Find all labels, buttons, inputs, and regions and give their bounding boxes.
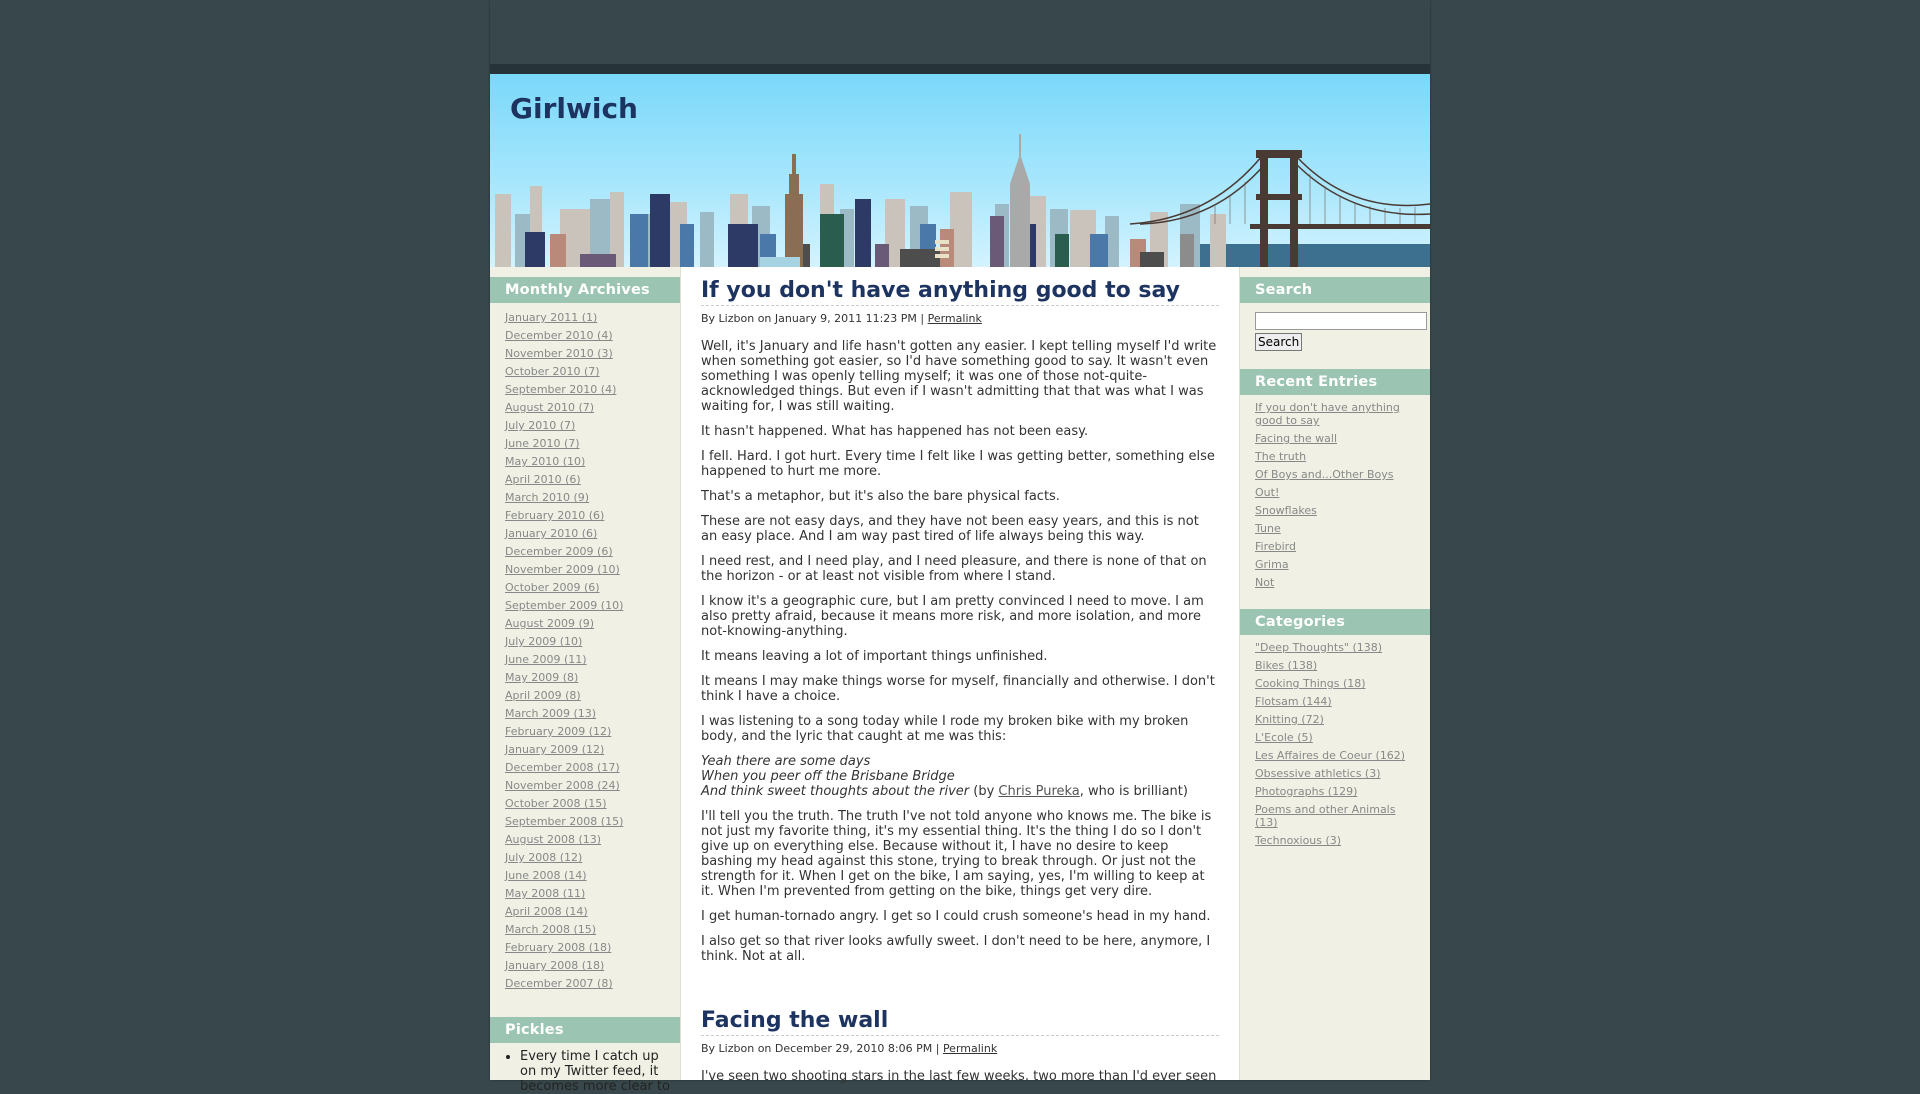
archives-list bbox=[490, 309, 680, 993]
archive-item-link[interactable]: June 2009 (11) bbox=[505, 653, 587, 666]
byline-text: By Lizbon on December 29, 2010 8:06 PM | bbox=[701, 1042, 940, 1055]
permalink-link[interactable]: Permalink bbox=[942, 1042, 998, 1055]
archive-item-link[interactable]: March 2008 (15) bbox=[505, 923, 597, 936]
category-item-link[interactable]: Photographs (129) bbox=[1255, 785, 1358, 798]
category-item-link[interactable]: Technoxious (3) bbox=[1255, 834, 1342, 847]
archive-item-link[interactable]: July 2009 (10) bbox=[505, 635, 583, 648]
post-paragraph: Well, it's January and life hasn't gotten any easier. I kept telling myself I'd write when something got easier, so I'd have something good to say. It wasn't even something I was openly telling myself; it was one of those not-quite-acknowledged things. But even if I wasn't admitting that that was what I was waiting for, I was still waiting. bbox=[701, 339, 1217, 414]
post-paragraph: That's a metaphor, but it's also the bare physical facts. bbox=[701, 489, 1060, 504]
post-body bbox=[701, 339, 1219, 744]
archive-item-link[interactable]: February 2008 (18) bbox=[505, 941, 612, 954]
category-item bbox=[1255, 695, 1415, 708]
archives-heading: Monthly Archives bbox=[490, 277, 680, 303]
archive-item-link[interactable]: April 2009 (8) bbox=[505, 689, 581, 702]
recent-entry bbox=[1255, 401, 1415, 427]
archive-item-link[interactable]: April 2010 (6) bbox=[505, 473, 581, 486]
right-sidebar bbox=[1240, 267, 1430, 1080]
lyric-block bbox=[701, 754, 1219, 799]
lyric-line: Yeah there are some days bbox=[701, 754, 871, 769]
archive-item-link[interactable]: September 2008 (15) bbox=[505, 815, 624, 828]
recent-entry bbox=[1255, 540, 1415, 553]
archive-item-link[interactable]: November 2008 (24) bbox=[505, 779, 620, 792]
archive-item bbox=[505, 849, 665, 867]
recent-entry-link[interactable]: Tune bbox=[1255, 522, 1281, 535]
archive-item bbox=[505, 795, 665, 813]
archive-item bbox=[505, 669, 665, 687]
archive-item bbox=[505, 363, 665, 381]
top-bar bbox=[490, 0, 1430, 74]
category-item-link[interactable]: Knitting (72) bbox=[1255, 713, 1324, 726]
category-item bbox=[1255, 749, 1415, 762]
search-box bbox=[1240, 309, 1430, 351]
archive-item bbox=[505, 345, 665, 363]
post-paragraph: I was listening to a song today while I rode my broken bike with my broken body, and the lyric that caught at me was this: bbox=[701, 714, 1189, 744]
permalink-link[interactable]: Permalink bbox=[927, 312, 982, 325]
archive-item-link[interactable]: July 2010 (7) bbox=[505, 419, 576, 432]
category-item bbox=[1255, 659, 1415, 672]
archive-item bbox=[505, 903, 665, 921]
category-item bbox=[1255, 803, 1415, 829]
post-byline bbox=[701, 1042, 1219, 1055]
archive-item bbox=[505, 561, 665, 579]
archive-item-link[interactable]: June 2010 (7) bbox=[505, 437, 580, 450]
site-title[interactable]: Girlwich bbox=[510, 92, 638, 125]
header-banner bbox=[490, 74, 1430, 267]
lyric-line: When you peer off the Brisbane Bridge bbox=[701, 769, 955, 784]
post bbox=[681, 1008, 1239, 1084]
archive-item-link[interactable]: February 2010 (6) bbox=[505, 509, 605, 522]
archive-item bbox=[505, 579, 665, 597]
recent-entry-link[interactable]: Not bbox=[1255, 576, 1275, 589]
category-item bbox=[1255, 834, 1415, 847]
post-title[interactable]: If you don't have anything good to say bbox=[701, 278, 1219, 306]
category-item-link[interactable]: "Deep Thoughts" (138) bbox=[1255, 641, 1383, 654]
archive-item-link[interactable]: February 2009 (12) bbox=[505, 725, 612, 738]
archive-item-link[interactable]: May 2010 (10) bbox=[505, 455, 586, 468]
archive-item-link[interactable]: January 2010 (6) bbox=[505, 527, 598, 540]
post bbox=[681, 278, 1239, 964]
archive-item bbox=[505, 597, 665, 615]
archive-item-link[interactable]: December 2010 (4) bbox=[505, 329, 613, 342]
categories-list bbox=[1240, 641, 1430, 847]
archive-item-link[interactable]: October 2009 (6) bbox=[505, 581, 600, 594]
search-input[interactable] bbox=[1255, 312, 1427, 330]
recent-entry bbox=[1255, 522, 1415, 535]
archive-item-link[interactable]: March 2009 (13) bbox=[505, 707, 597, 720]
archive-item bbox=[505, 687, 665, 705]
recent-entry bbox=[1255, 504, 1415, 517]
archive-item bbox=[505, 957, 665, 975]
post-paragraph: I know it's a geographic cure, but I am pretty convinced I need to move. I am also pretty afraid, because it means more risk, and more isolation, and more not-knowing-anything. bbox=[701, 594, 1204, 639]
pickles-list bbox=[490, 1049, 680, 1094]
category-item bbox=[1255, 677, 1415, 690]
archive-item bbox=[505, 723, 665, 741]
post-paragraph: It means I may make things worse for myself, financially and otherwise. I don't think I have a choice. bbox=[701, 674, 1215, 704]
archive-item bbox=[505, 975, 665, 993]
archive-item-link[interactable]: December 2007 (8) bbox=[505, 977, 613, 990]
credit-text: (by bbox=[969, 784, 999, 799]
archive-item-link[interactable]: September 2010 (4) bbox=[505, 383, 617, 396]
page-wrapper bbox=[490, 0, 1430, 1094]
archive-item bbox=[505, 615, 665, 633]
recent-entry bbox=[1255, 558, 1415, 571]
post-byline bbox=[701, 312, 1219, 325]
post-paragraph: It hasn't happened. What has happened has not been easy. bbox=[701, 424, 1089, 439]
recent-entries-list bbox=[1240, 401, 1430, 589]
archive-item-link[interactable]: December 2008 (17) bbox=[505, 761, 620, 774]
archive-item bbox=[505, 309, 665, 327]
category-item bbox=[1255, 641, 1415, 654]
byline-text: By Lizbon on January 9, 2011 11:23 PM | bbox=[701, 312, 925, 325]
recent-entry bbox=[1255, 432, 1415, 445]
archive-item-link[interactable]: August 2008 (13) bbox=[505, 833, 602, 846]
pickles-item: • Every time I catch up on my Twitter feed, it becomes more clear to bbox=[520, 1049, 678, 1094]
archive-item-link[interactable]: January 2008 (18) bbox=[505, 959, 605, 972]
archive-item bbox=[505, 435, 665, 453]
recent-entry bbox=[1255, 576, 1415, 589]
archive-item-link[interactable]: July 2008 (12) bbox=[505, 851, 583, 864]
recent-entry bbox=[1255, 486, 1415, 499]
category-item-link[interactable]: Les Affaires de Coeur (162) bbox=[1255, 749, 1406, 762]
archive-item-link[interactable]: January 2009 (12) bbox=[505, 743, 605, 756]
recent-entry bbox=[1255, 450, 1415, 463]
recent-entry-link[interactable]: Out! bbox=[1255, 486, 1280, 499]
categories-heading: Categories bbox=[1240, 609, 1430, 635]
archive-item-link[interactable]: May 2008 (11) bbox=[505, 887, 586, 900]
archive-item-link[interactable]: May 2009 (8) bbox=[505, 671, 579, 684]
archive-item bbox=[505, 939, 665, 957]
category-item-link[interactable]: Bikes (138) bbox=[1255, 659, 1318, 672]
post-paragraph: These are not easy days, and they have not been easy years, and this is not an easy place. And I am way past tired of life always being this way. bbox=[701, 514, 1199, 544]
post-body-after bbox=[701, 809, 1219, 964]
recent-entry-link[interactable]: Facing the wall bbox=[1255, 432, 1338, 445]
recent-entry-link[interactable]: Of Boys and...Other Boys bbox=[1255, 468, 1394, 481]
post-paragraph: It means leaving a lot of important things unfinished. bbox=[701, 649, 1048, 664]
archive-item bbox=[505, 921, 665, 939]
category-item-link[interactable]: Poems and other Animals (13) bbox=[1255, 803, 1396, 829]
archive-item bbox=[505, 543, 665, 561]
recent-entry-link[interactable]: Snowflakes bbox=[1255, 504, 1317, 517]
recent-entry-link[interactable]: Grima bbox=[1255, 558, 1289, 571]
archive-item bbox=[505, 327, 665, 345]
archive-item-link[interactable]: October 2008 (15) bbox=[505, 797, 607, 810]
recent-entry-link[interactable]: Firebird bbox=[1255, 540, 1296, 553]
archive-item bbox=[505, 399, 665, 417]
archive-item bbox=[505, 471, 665, 489]
search-button[interactable]: Search bbox=[1255, 333, 1302, 351]
category-item bbox=[1255, 713, 1415, 726]
archive-item bbox=[505, 507, 665, 525]
archive-item-link[interactable]: November 2010 (3) bbox=[505, 347, 613, 360]
archive-item-link[interactable]: October 2010 (7) bbox=[505, 365, 600, 378]
category-item-link[interactable]: Flotsam (144) bbox=[1255, 695, 1332, 708]
archive-item-link[interactable]: June 2008 (14) bbox=[505, 869, 587, 882]
category-item bbox=[1255, 731, 1415, 744]
archive-item-link[interactable]: November 2009 (10) bbox=[505, 563, 620, 576]
archive-item-link[interactable]: December 2009 (6) bbox=[505, 545, 613, 558]
archive-item bbox=[505, 489, 665, 507]
recent-entry-link[interactable]: The truth bbox=[1255, 450, 1307, 463]
post-paragraph: I get human-tornado angry. I get so I could crush someone's head in my hand. bbox=[701, 909, 1211, 924]
archive-item bbox=[505, 831, 665, 849]
archive-item bbox=[505, 813, 665, 831]
archive-item bbox=[505, 741, 665, 759]
post-paragraph: I've seen two shooting stars in the last few weeks, two more than I'd ever seen bbox=[701, 1069, 1217, 1084]
archive-item bbox=[505, 525, 665, 543]
archive-item-link[interactable]: April 2008 (14) bbox=[505, 905, 588, 918]
archive-item bbox=[505, 417, 665, 435]
archive-item bbox=[505, 651, 665, 669]
post-paragraph: I also get so that river looks awfully sweet. I don't need to be here, anymore, I think. Not at all. bbox=[701, 934, 1211, 964]
post-paragraph: I fell. Hard. I got hurt. Every time I felt like I was getting better, something else happened to hurt me more. bbox=[701, 449, 1215, 479]
credit-text-after: , who is brilliant) bbox=[1079, 784, 1188, 799]
main-content bbox=[680, 267, 1240, 1084]
pickles-heading: Pickles bbox=[490, 1017, 680, 1043]
post-paragraph: I'll tell you the truth. The truth I've not told anyone who knows me. The bike is not just my favorite thing, it's my essential thing. It's the thing I do so I don't give up on everything else. Because without it, I have no desire to keep bashing my head against this stone, trying to break through. Or just not the strength for it. When I get on the bike, I am saying, yes, I'm willing to keep at it. When I'm prevented from getting on the bike, things get very dire. bbox=[701, 809, 1212, 899]
category-item bbox=[1255, 785, 1415, 798]
archive-item-link[interactable]: March 2010 (9) bbox=[505, 491, 590, 504]
lyric-line: And think sweet thoughts about the river bbox=[701, 784, 970, 799]
left-sidebar bbox=[490, 267, 680, 1094]
archive-item bbox=[505, 453, 665, 471]
post-paragraph: I need rest, and I need play, and I need pleasure, and there is none of that on the horizon - or at least not visible from where I stand. bbox=[701, 554, 1207, 584]
archive-item-link[interactable]: August 2009 (9) bbox=[505, 617, 595, 630]
archive-item bbox=[505, 633, 665, 651]
archive-item-link[interactable]: August 2010 (7) bbox=[505, 401, 595, 414]
post-title[interactable]: Facing the wall bbox=[701, 1008, 1219, 1036]
archive-item bbox=[505, 777, 665, 795]
category-item-link[interactable]: L'Ecole (5) bbox=[1255, 731, 1313, 744]
archive-item-link[interactable]: January 2011 (1) bbox=[505, 311, 598, 324]
archive-item-link[interactable]: September 2009 (10) bbox=[505, 599, 624, 612]
archive-item bbox=[505, 867, 665, 885]
archive-item bbox=[505, 381, 665, 399]
recent-heading: Recent Entries bbox=[1240, 369, 1430, 395]
recent-entry bbox=[1255, 468, 1415, 481]
archive-item bbox=[505, 885, 665, 903]
search-heading: Search bbox=[1240, 277, 1430, 303]
chris-pureka-link[interactable]: Chris Pureka bbox=[998, 784, 1080, 799]
archive-item bbox=[505, 705, 665, 723]
recent-entry-link[interactable]: If you don't have anything good to say bbox=[1255, 401, 1400, 427]
category-item-link[interactable]: Cooking Things (18) bbox=[1255, 677, 1366, 690]
archive-item bbox=[505, 759, 665, 777]
category-item bbox=[1255, 767, 1415, 780]
category-item-link[interactable]: Obsessive athletics (3) bbox=[1255, 767, 1381, 780]
